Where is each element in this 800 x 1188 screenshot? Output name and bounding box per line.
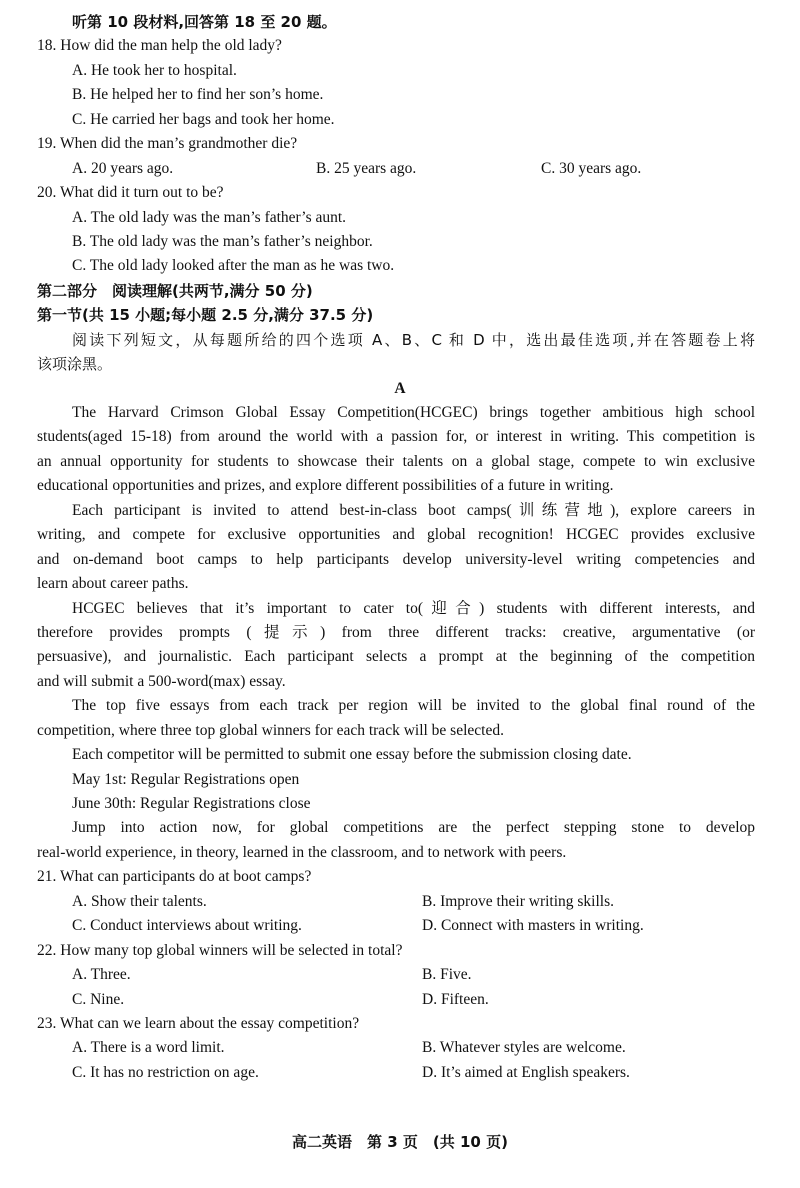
passage-line: learn about career paths. [37,575,189,593]
passage-line: HCGEC believes that it’s important to cater to(迎合) students with different interests, and [72,599,755,617]
option-18c: C. He carried her bags and took her home. [72,110,335,128]
option-22c: C. Nine. [72,990,125,1008]
option-22d: D. Fifteen. [422,990,489,1008]
option-23b: B. Whatever styles are welcome. [422,1039,626,1057]
options-22-ab [0,963,800,987]
option-18b: B. He helped her to find her son’s home. [72,86,324,104]
option-21d: D. Connect with masters in writing. [422,917,644,935]
passage-line: Jump into action now, for global competitions are the perfect stepping stone to develop [72,819,755,837]
option-23a: A. There is a word limit. [72,1039,225,1057]
passage-line: Each competitor will be permitted to submit one essay before the submission closing date. [72,746,632,764]
option-23d: D. It’s aimed at English speakers. [422,1063,630,1081]
question-19: 19. When did the man’s grandmother die? [37,135,298,153]
question-20: 20. What did it turn out to be? [37,184,224,202]
part-title: 第二部分 阅读理解(共两节,满分 50 分) [37,281,313,300]
passage-line: June 30th: Regular Registrations close [72,795,311,812]
passage-line: Each participant is invited to attend best-in-class boot camps(训练营地), explore careers in [72,501,755,519]
question-23: 23. What can we learn about the essay competition? [37,1014,360,1032]
page-footer: 高二英语 第 3 页 (共 10 页) [292,1133,508,1151]
passage-line: May 1st: Regular Registrations open [72,770,300,788]
passage-line: competition, where three top global winners for each track will be selected. [37,721,504,739]
passage-line: students(aged 15-18) from around the world with a passion for, or interest in writing. This competition is [37,428,755,446]
option-21b: B. Improve their writing skills. [422,892,615,910]
question-22: 22. How many top global winners will be selected in total? [37,941,403,959]
passage-label: A [394,379,406,397]
passage-line: educational opportunities and prizes, and explore different possibilities of a future in writing. [37,477,614,495]
option-19a: A. 20 years ago. [72,159,174,177]
option-19b: B. 25 years ago. [316,159,417,177]
options-23-cd [0,1061,800,1085]
options-23-ab [0,1036,800,1060]
option-20b: B. The old lady was the man’s father’s neighbor. [72,232,373,250]
passage-line: and on-demand boot camps to help participants develop university-level writing competencies and [37,550,755,568]
options-21-ab [0,890,800,914]
question-21: 21. What can participants do at boot camps? [37,868,312,886]
option-23c: C. It has no restriction on age. [72,1063,259,1081]
option-18a: A. He took her to hospital. [72,61,237,79]
instructions-line-2: 该项涂黑。 [37,355,113,374]
section-title: 第一节(共 15 小题;每小题 2.5 分,满分 37.5 分) [37,306,374,325]
option-22a: A. Three. [72,966,131,984]
options-22-cd [0,988,800,1012]
passage-line: The Harvard Crimson Global Essay Competition(HCGEC) brings together ambitious high school [72,404,755,421]
listening-intro: 听第 10 段材料,回答第 18 至 20 题。 [72,13,337,31]
option-20c: C. The old lady looked after the man as he was two. [72,257,395,275]
passage-line: an annual opportunity for students to showcase their talents on a global stage, compete to win exclusive [37,452,755,470]
passage-line: real-world experience, in theory, learned in the classroom, and to network with peers. [37,843,567,861]
passage-line: and will submit a 500-word(max) essay. [37,672,286,690]
passage-line: persuasive), and journalistic. Each participant selects a prompt at the beginning of the competition [37,648,755,666]
passage-line: writing, and compete for exclusive opportunities and global recognition! HCGEC provides exclusive [37,526,755,544]
option-22b: B. Five. [422,966,472,984]
passage-line: The top five essays from each track per region will be invited to the global final round of the [72,697,755,715]
question-18: 18. How did the man help the old lady? [37,37,282,55]
option-19c: C. 30 years ago. [541,159,642,177]
instructions-line-1: 阅读下列短文，从每题所给的四个选项 A、B、C 和 D 中，选出最佳选项,并在答题卷上将 [72,330,755,349]
option-21a: A. Show their talents. [72,892,207,910]
options-19 [0,157,800,181]
passage-line: therefore provides prompts (提示) from three different tracks: creative, argumentative (or [37,623,755,641]
option-21c: C. Conduct interviews about writing. [72,917,302,935]
option-20a: A. The old lady was the man’s father’s aunt. [72,208,347,226]
exam-page [0,10,800,1085]
options-21-cd [0,914,800,938]
